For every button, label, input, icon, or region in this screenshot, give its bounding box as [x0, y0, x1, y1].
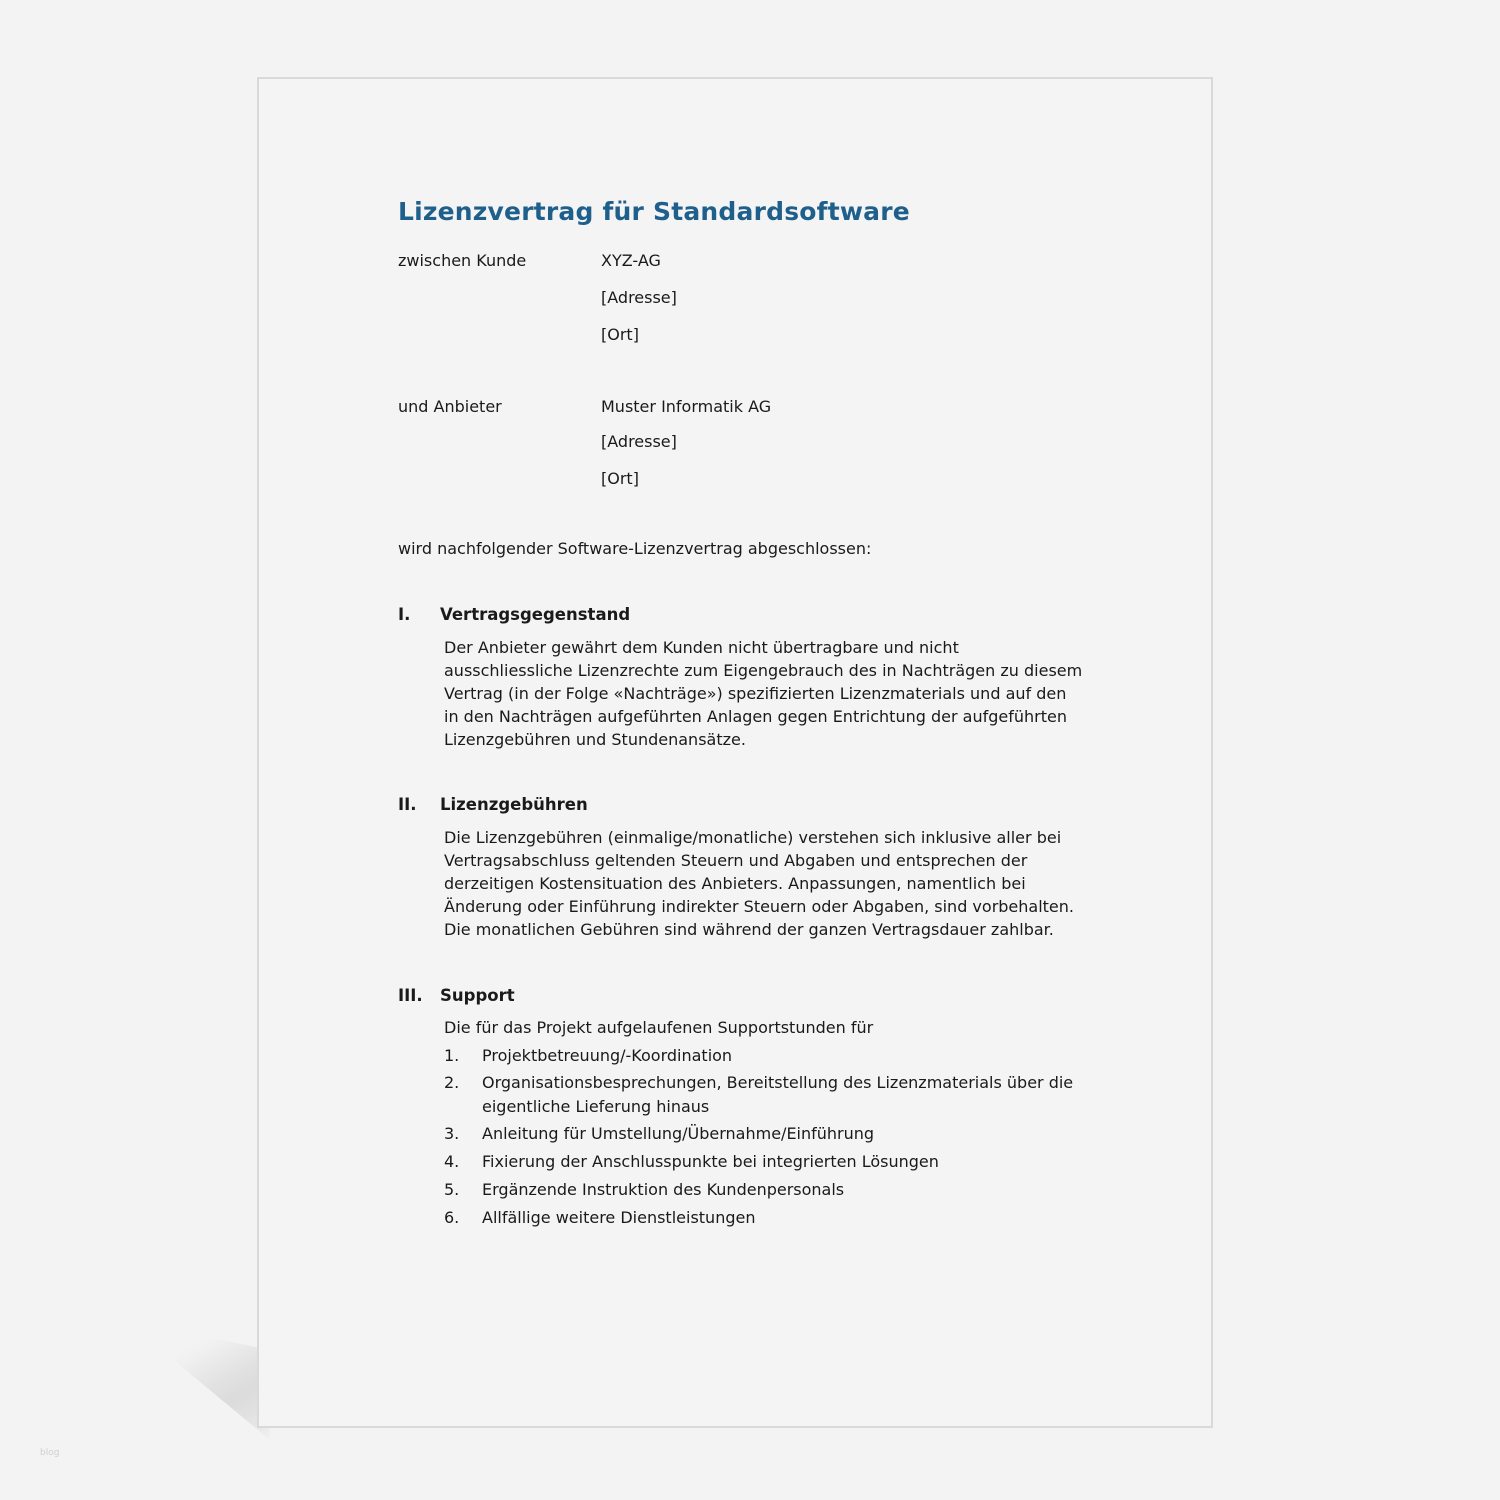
party-kunde-line: [Adresse]	[601, 288, 677, 307]
list-number: 1.	[444, 1046, 460, 1065]
list-item: Anleitung für Umstellung/Übernahme/Einführung	[482, 1124, 875, 1143]
list-number: 4.	[444, 1152, 460, 1171]
list-item: Projektbetreuung/-Koordination	[482, 1046, 733, 1065]
list-number: 5.	[444, 1180, 460, 1199]
list-item: Ergänzende Instruktion des Kundenpersonals	[482, 1180, 845, 1199]
party-kunde-line: [Ort]	[601, 325, 639, 344]
party-kunde-line: XYZ-AG	[601, 251, 661, 270]
section-paragraph	[444, 636, 1082, 751]
list-number: 3.	[444, 1124, 460, 1143]
watermark: blog	[40, 1448, 60, 1458]
section-number: III.	[398, 986, 423, 1005]
paragraph-line: Lizenzgebühren und Stundenansätze.	[444, 730, 746, 749]
section-number: I.	[398, 605, 411, 624]
section-title: Support	[440, 986, 515, 1005]
party-anbieter-line: [Ort]	[601, 469, 639, 488]
paragraph-line: Der Anbieter gewährt dem Kunden nicht übertragbare und nicht	[444, 638, 959, 657]
paragraph-line: Die Lizenzgebühren (einmalige/monatliche) verstehen sich inklusive aller bei	[444, 828, 1062, 847]
section-title: Lizenzgebühren	[440, 795, 588, 814]
list-item-continuation: eigentliche Lieferung hinaus	[482, 1097, 710, 1116]
list-number: 6.	[444, 1208, 460, 1227]
paragraph-line: Die monatlichen Gebühren sind während der ganzen Vertragsdauer zahlbar.	[444, 920, 1054, 939]
paragraph-line: Vertrag (in der Folge «Nachträge») spezifizierten Lizenzmaterials und auf den	[444, 684, 1067, 703]
section-intro: Die für das Projekt aufgelaufenen Supportstunden für	[444, 1018, 874, 1037]
list-item: Fixierung der Anschlusspunkte bei integrierten Lösungen	[482, 1152, 939, 1171]
paragraph-line: Vertragsabschluss geltenden Steuern und Abgaben und entsprechen der	[444, 851, 1028, 870]
paragraph-line: in den Nachträgen aufgeführten Anlagen gegen Entrichtung der aufgeführten	[444, 707, 1067, 726]
paragraph-line: derzeitigen Kostensituation des Anbieters. Anpassungen, namentlich bei	[444, 874, 1026, 893]
party-kunde-label: zwischen Kunde	[398, 251, 527, 270]
section-title: Vertragsgegenstand	[440, 605, 631, 624]
list-item: Organisationsbesprechungen, Bereitstellung des Lizenzmaterials über die	[482, 1073, 1074, 1092]
section-paragraph	[444, 826, 1074, 941]
list-item: Allfällige weitere Dienstleistungen	[482, 1208, 756, 1227]
document-title: Lizenzvertrag für Standardsoftware	[398, 197, 910, 226]
party-anbieter-line: [Adresse]	[601, 432, 677, 451]
paragraph-line: Änderung oder Einführung indirekter Steuern oder Abgaben, sind vorbehalten.	[444, 897, 1074, 916]
paragraph-line: ausschliessliche Lizenzrechte zum Eigengebrauch des in Nachträgen zu diesem	[444, 661, 1083, 680]
page-shadow	[100, 1290, 270, 1440]
contract-intro: wird nachfolgender Software-Lizenzvertrag abgeschlossen:	[398, 539, 872, 558]
party-anbieter-label: und Anbieter	[398, 397, 502, 416]
party-anbieter-line: Muster Informatik AG	[601, 397, 772, 416]
section-number: II.	[398, 795, 417, 814]
list-number: 2.	[444, 1073, 460, 1092]
